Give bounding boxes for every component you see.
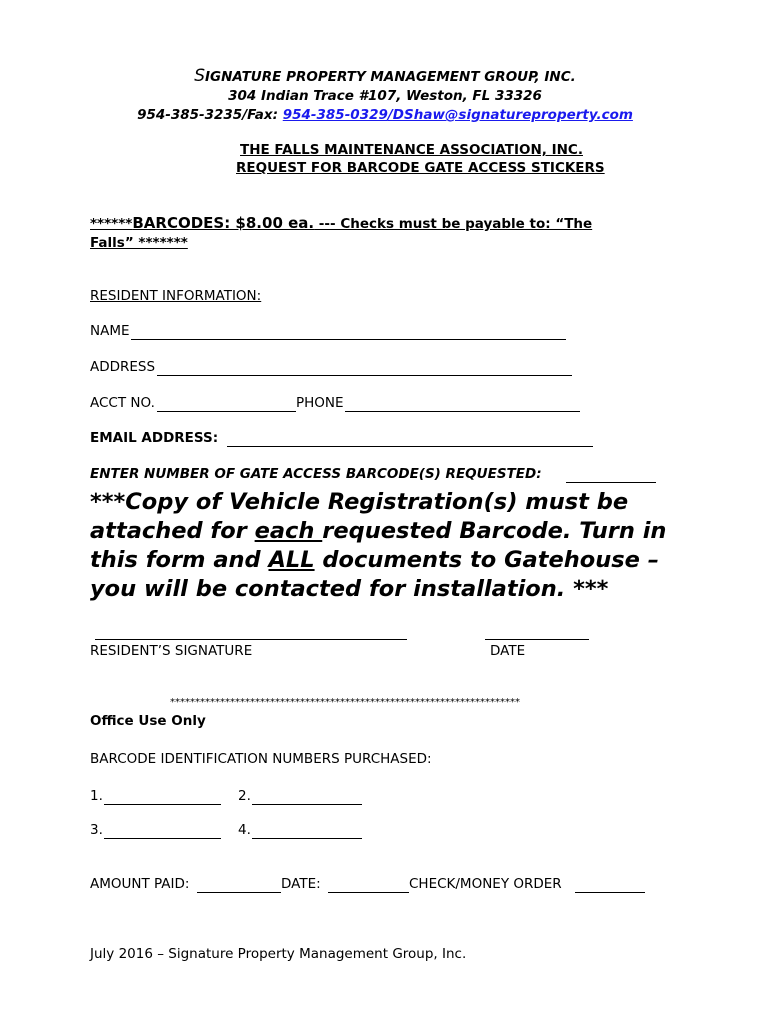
acct-field[interactable] bbox=[157, 411, 296, 412]
signature-date-field[interactable] bbox=[485, 639, 589, 640]
barcode-3-label: 3. bbox=[90, 822, 103, 838]
barcode-3-field[interactable] bbox=[104, 838, 221, 839]
signature-date-label: DATE bbox=[490, 643, 526, 659]
notice-line-2 bbox=[90, 517, 666, 546]
office-date-label: DATE: bbox=[281, 876, 321, 892]
notice-line-1: ***Copy of Vehicle Registration(s) must be bbox=[90, 489, 629, 515]
barcode-count-field[interactable] bbox=[566, 482, 656, 483]
office-date-field[interactable] bbox=[328, 892, 409, 893]
phone-field[interactable] bbox=[345, 411, 580, 412]
company-name bbox=[0, 66, 770, 86]
resident-info-heading: RESIDENT INFORMATION: bbox=[90, 288, 262, 304]
request-title: REQUEST FOR BARCODE GATE ACCESS STICKERS bbox=[236, 160, 605, 176]
notice-emphasis-each: each bbox=[254, 518, 323, 544]
notice-line-3 bbox=[90, 546, 659, 575]
fax-link[interactable]: 954-385-0329 bbox=[282, 107, 388, 123]
company-contact bbox=[0, 107, 770, 123]
price-label: BARCODES: $8.00 ea. bbox=[132, 214, 315, 232]
company-address: 304 Indian Trace #107, Weston, FL 33326 bbox=[228, 88, 542, 104]
amount-paid-label: AMOUNT PAID: bbox=[90, 876, 190, 892]
office-divider: ********************************************************************** bbox=[170, 697, 520, 708]
notice-line-3-a: this form and bbox=[90, 547, 269, 573]
barcode-4-label: 4. bbox=[238, 822, 251, 838]
address-label: ADDRESS bbox=[90, 359, 156, 375]
name-label: NAME bbox=[90, 323, 130, 339]
footer: July 2016 – Signature Property Management Group, Inc. bbox=[90, 946, 467, 962]
association-title: THE FALLS MAINTENANCE ASSOCIATION, INC. bbox=[240, 142, 583, 158]
purchased-label: BARCODE IDENTIFICATION NUMBERS PURCHASED: bbox=[90, 751, 432, 767]
notice-line-2-a: attached for bbox=[90, 518, 255, 544]
phone-number: 954-385-3235/Fax: bbox=[137, 107, 283, 123]
check-money-order-label: CHECK/MONEY ORDER bbox=[409, 876, 562, 892]
notice-line-4: you will be contacted for installation. *** bbox=[90, 576, 609, 602]
price-line-1 bbox=[90, 214, 592, 232]
signature-label: RESIDENT’S SIGNATURE bbox=[90, 643, 253, 659]
address-field[interactable] bbox=[157, 375, 572, 376]
price-line-2: Falls” ******* bbox=[90, 235, 188, 251]
barcode-1-field[interactable] bbox=[104, 804, 221, 805]
email-link[interactable]: /DShaw@signatureproperty.com bbox=[387, 107, 633, 123]
name-field[interactable] bbox=[131, 339, 566, 340]
notice-line-3-b: documents to Gatehouse – bbox=[314, 547, 659, 573]
barcode-2-label: 2. bbox=[238, 788, 251, 804]
email-label: EMAIL ADDRESS: bbox=[90, 430, 219, 446]
price-stars: ****** bbox=[90, 216, 133, 232]
company-name-rest: IGNATURE PROPERTY MANAGEMENT GROUP, INC. bbox=[205, 69, 576, 85]
notice-line-2-b: requested Barcode. Turn in bbox=[322, 518, 667, 544]
check-money-order-field[interactable] bbox=[575, 892, 645, 893]
barcode-2-field[interactable] bbox=[252, 804, 362, 805]
acct-label: ACCT NO. bbox=[90, 395, 155, 411]
payable-note: --- Checks must be payable to: “The bbox=[314, 216, 593, 232]
signature-field[interactable] bbox=[95, 639, 407, 640]
barcode-1-label: 1. bbox=[90, 788, 103, 804]
amount-paid-field[interactable] bbox=[197, 892, 281, 893]
company-name-initial: S bbox=[194, 66, 206, 86]
phone-label: PHONE bbox=[296, 395, 344, 411]
office-use-heading: Office Use Only bbox=[90, 713, 206, 729]
notice-emphasis-all: ALL bbox=[268, 547, 315, 573]
barcode-4-field[interactable] bbox=[252, 838, 362, 839]
barcode-count-label: ENTER NUMBER OF GATE ACCESS BARCODE(S) REQUESTED: bbox=[90, 466, 542, 482]
email-field[interactable] bbox=[227, 446, 593, 447]
